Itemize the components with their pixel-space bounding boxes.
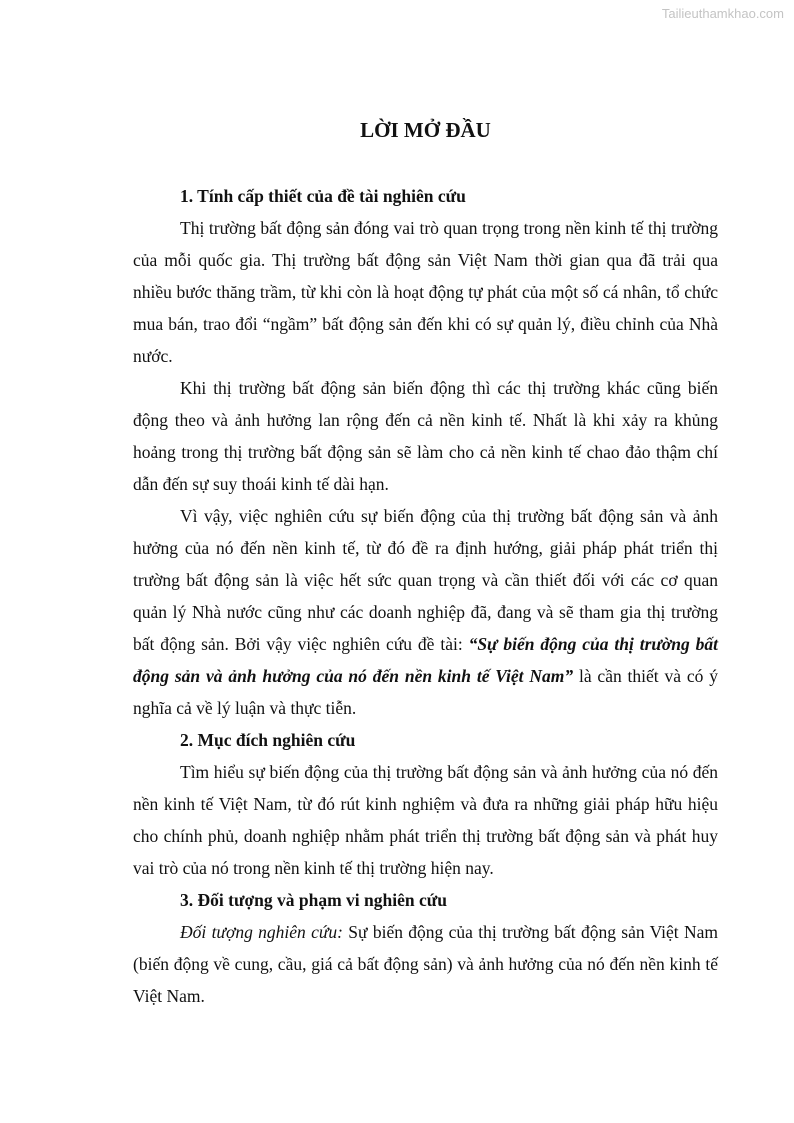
watermark: Tailieuthamkhao.com <box>661 6 784 21</box>
research-topic: “Sự biến động của thị trường bất động sản và ảnh hưởng của nó đến nền kinh tế Việt Nam” <box>133 634 718 686</box>
section-heading: 2. Mục đích nghiên cứu <box>180 730 356 750</box>
paragraph-text: Sự biến động của thị trường bất động sản Việt Nam (biến động về cung, cầu, giá cả bất động sản) và ảnh hưởng của nó đến nền kinh tế Việt Nam. <box>133 922 719 1006</box>
paragraph-text: là cần thiết và có ý nghĩa cả về lý luận và thực tiễn. <box>133 666 718 718</box>
document-page <box>133 112 718 1012</box>
document-title: LỜI MỞ ĐẦU <box>360 118 491 142</box>
paragraph <box>133 916 718 1012</box>
paragraph <box>133 500 718 724</box>
paragraph: Tìm hiểu sự biến động của thị trường bất động sản và ảnh hưởng của nó đến nền kinh tế Việt Nam, từ đó rút kinh nghiệm và đưa ra những giải pháp hữu hiệu cho chính phủ, doanh nghiệp nhằm phát triển thị trường bất động sản và phát huy vai trò của nó trong nền kinh tế thị trường hiện nay. <box>133 762 718 878</box>
section-heading: 3. Đối tượng và phạm vi nghiên cứu <box>180 890 447 910</box>
section-purpose <box>133 724 718 884</box>
section-scope <box>133 884 718 1012</box>
paragraph: Khi thị trường bất động sản biến động thì các thị trường khác cũng biến động theo và ảnh hưởng lan rộng đến cả nền kinh tế. Nhất là khi xảy ra khủng hoảng trong thị trường bất động sản sẽ làm cho cả nền kinh tế chao đảo thậm chí dẫn đến sự suy thoái kinh tế dài hạn. <box>133 378 718 494</box>
paragraph-text: Vì vậy, việc nghiên cứu sự biến động của thị trường bất động sản và ảnh hưởng của nó đến nền kinh tế, từ đó đề ra định hướng, giải pháp phát triển thị trường bất động sản là việc hết sức quan trọng và cần thiết đối với các cơ quan quản lý Nhà nước cũng như các doanh nghiệp đã, đang và sẽ tham gia thị trường bất động sản. Bởi vậy việc nghiên cứu đề tài: <box>133 506 718 654</box>
section-heading: 1. Tính cấp thiết của đề tài nghiên cứu <box>180 186 466 206</box>
section-urgency <box>133 180 718 724</box>
paragraph: Thị trường bất động sản đóng vai trò quan trọng trong nền kinh tế thị trường của mỗi quốc gia. Thị trường bất động sản Việt Nam thời gian qua đã trải qua nhiều bước thăng trầm, từ khi còn là hoạt động tự phát của một số cá nhân, tổ chức mua bán, trao đổi “ngầm” bất động sản đến khi có sự quản lý, điều chỉnh của Nhà nước. <box>133 218 718 366</box>
research-object-label: Đối tượng nghiên cứu: <box>180 922 343 942</box>
